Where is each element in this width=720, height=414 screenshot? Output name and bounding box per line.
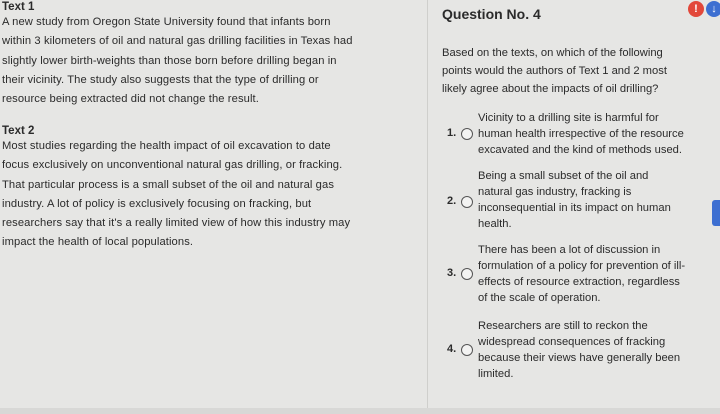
choice-number: 4. — [447, 343, 457, 355]
choice-line: widespread consequences of fracking — [478, 336, 666, 348]
text2-line: industry. A lot of policy is exclusively focusing on fracking, but — [2, 197, 312, 210]
text1-line: their vicinity. The study also suggests that the type of drilling or — [2, 73, 319, 86]
text2-line: Most studies regarding the health impact of oil excavation to date — [2, 140, 331, 152]
choice-line: natural gas industry, fracking is — [478, 186, 632, 198]
choice-number: 2. — [447, 195, 457, 207]
choice-text[interactable] — [478, 318, 714, 382]
text2-heading: Text 2 — [2, 125, 35, 137]
choice-number: 3. — [447, 267, 457, 279]
choice-line: health. — [478, 218, 512, 230]
panel-divider[interactable] — [427, 0, 428, 414]
choice-radio-1[interactable] — [461, 128, 473, 140]
choice-radio-2[interactable] — [461, 196, 473, 208]
text2-line: impact the health of local populations. — [2, 236, 194, 249]
prompt-line: points would the authors of Text 1 and 2 most — [442, 65, 667, 77]
choice-number: 1. — [447, 127, 457, 139]
choice-radio-4[interactable] — [461, 344, 473, 356]
prompt-line: likely agree about the impacts of oil drilling? — [442, 83, 659, 95]
choice-line: human health irrespective of the resource — [478, 128, 684, 140]
text1-line: slightly lower birth-weights than those born before drilling began in — [2, 54, 337, 67]
text2-line: researchers say that it's a really limited view of how this industry may — [2, 217, 351, 230]
text2-line: focus exclusively on unconventional natural gas drilling, or fracking. — [2, 159, 343, 172]
choice-text[interactable] — [478, 242, 714, 306]
choice-text[interactable] — [478, 168, 714, 232]
text1-body — [2, 13, 420, 109]
choice-radio-3[interactable] — [461, 268, 473, 280]
choice-line: There has been a lot of discussion in — [478, 244, 661, 256]
choice-line: excavated and the kind of methods used. — [478, 144, 682, 156]
choice-line: formulation of a policy for prevention of ill- — [478, 260, 686, 272]
bottom-bar — [0, 408, 720, 414]
text1-line: A new study from Oregon State University found that infants born — [2, 16, 331, 28]
choice-line: inconsequential in its impact on human — [478, 202, 671, 214]
question-prompt — [442, 44, 718, 98]
question-title: Question No. 4 — [442, 6, 541, 22]
choice-text[interactable] — [478, 110, 714, 158]
choice-line: effects of resource extraction, regardless — [478, 276, 680, 288]
text1-heading: Text 1 — [2, 1, 35, 13]
question-panel — [430, 0, 720, 414]
text2-line: That particular process is a small subset of the oil and natural gas — [2, 178, 335, 191]
text2-body — [2, 137, 420, 253]
choice-line: of the scale of operation. — [478, 292, 601, 304]
side-panel-tab[interactable] — [712, 200, 720, 226]
choice-line: Researchers are still to reckon the — [478, 320, 648, 332]
flag-icon[interactable]: ! — [688, 1, 704, 17]
question-toolbar — [680, 0, 720, 20]
choice-line: Vicinity to a drilling site is harmful for — [478, 112, 659, 124]
choice-line: Being a small subset of the oil and — [478, 170, 649, 182]
prompt-line: Based on the texts, on which of the following — [442, 47, 663, 59]
download-icon[interactable]: ↓ — [706, 1, 720, 17]
text1-line: resource being extracted did not change the result. — [2, 93, 259, 106]
choice-line: limited. — [478, 368, 514, 380]
text1-line: within 3 kilometers of oil and natural gas drilling facilities in Texas had — [2, 35, 353, 48]
choice-line: because their views have generally been — [478, 352, 681, 364]
